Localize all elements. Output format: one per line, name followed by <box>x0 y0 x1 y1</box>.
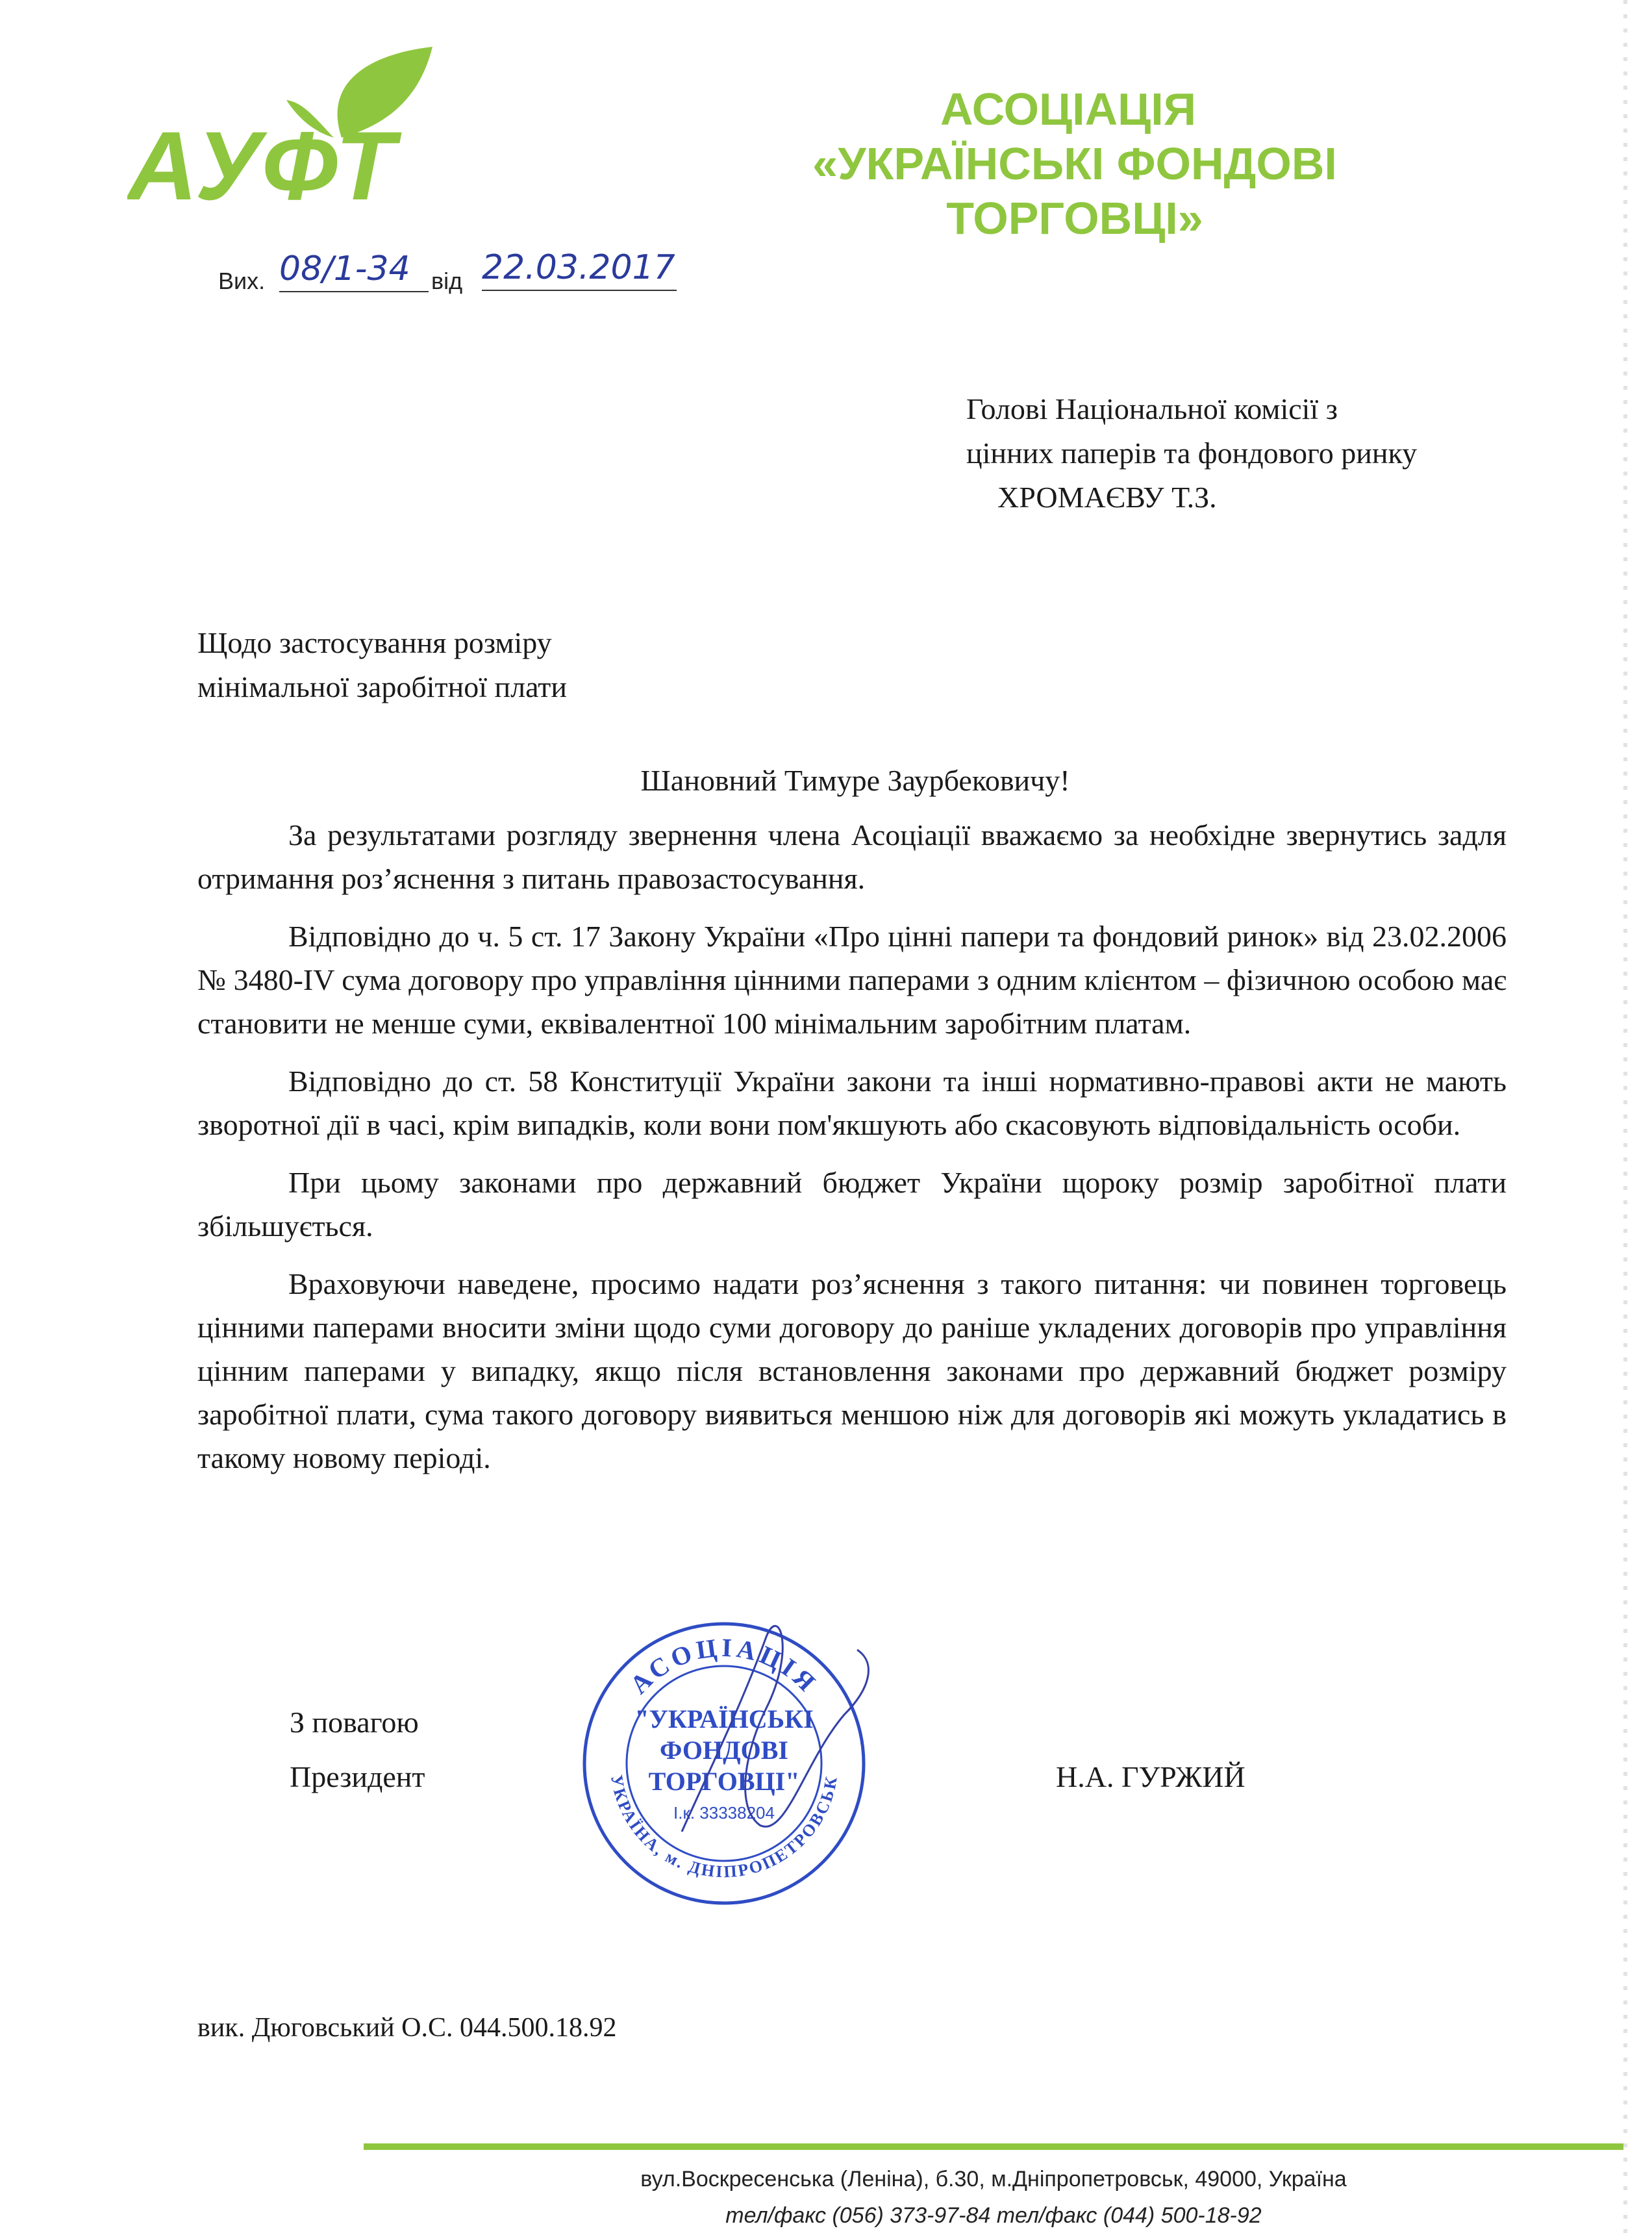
closing-title: Президент <box>290 1760 425 1793</box>
logo-text: АУФТ <box>127 111 399 209</box>
aufft-logo <box>127 40 543 209</box>
footer-phones: тел/факс (056) 373-97-84 тел/факс (044) 500-18-92 <box>725 2203 1262 2228</box>
subject-line: Щодо застосування розміру <box>197 626 552 659</box>
outgoing-date: 22.03.2017 <box>482 248 677 291</box>
outgoing-number: 08/1-34 <box>279 249 429 292</box>
paragraph: Враховуючи наведене, просимо надати роз’яснення з такого питання: чи повинен торговець цінними паперами вносити зміни щодо суми договору до раніше укладених договорів про управління цінним паперами у випадку, якщо після встановлення законами про державний бюджет розміру заробітної плати, сума такого договору виявиться меншою ніж для договорів які можуть укладатись в такому новому періоді. <box>197 1267 1507 1474</box>
association-stamp <box>571 1611 877 1916</box>
paragraph: При цьому законами про державний бюджет України щороку розмір заробітної плати збільшується. <box>197 1166 1507 1243</box>
outgoing-number-label: Вих. <box>218 268 266 294</box>
stamp-top-arc: АСОЦІАЦІЯ <box>624 1632 824 1700</box>
footer-address: вул.Воскресенська (Леніна), б.30, м.Дніпропетровськ, 49000, Україна <box>640 2167 1347 2191</box>
association-name-line1: АСОЦІАЦІЯ <box>940 84 1197 134</box>
stamp-center-line1: "УКРАЇНСЬКІ <box>634 1704 814 1734</box>
recipient-line: Голові Національної комісії з <box>966 392 1338 425</box>
stamp-bottom-arc: УКРАЇНА, м. ДНІПРОПЕТРОВСЬК <box>607 1773 842 1882</box>
association-name-line2: «УКРАЇНСЬКІ ФОНДОВІ ТОРГОВЦІ» <box>812 138 1337 244</box>
subject-block <box>197 621 717 709</box>
stamp-center-line3: ТОРГОВЦІ" <box>648 1767 800 1796</box>
stamp-center-line2: ФОНДОВІ <box>660 1736 788 1765</box>
scan-edge-artifact <box>1623 0 1627 2235</box>
paragraph: Відповідно до ст. 58 Конституції України закони та інші нормативно-правові акти не мають зворотної дії в часі, крім випадків, коли вони пом'якшують або скасовують відповідальність особи. <box>197 1065 1507 1141</box>
recipient-line: цінних паперів та фондового ринку <box>966 436 1418 470</box>
recipient-name: ХРОМАЄВУ Т.З. <box>997 481 1217 514</box>
recipient-block <box>966 387 1538 520</box>
salutation: Шановний Тимуре Заурбековичу! <box>640 764 1070 797</box>
closing-regards: З повагою <box>290 1706 419 1739</box>
subject-line: мінімальної заробітної плати <box>197 670 568 703</box>
outgoing-date-label: від <box>431 268 463 294</box>
letter-body <box>197 813 1507 1494</box>
signer-name: Н.А. ГУРЖИЙ <box>1056 1760 1245 1793</box>
paragraph: За результатами розгляду звернення члена Асоціації вважаємо за необхідне звернутись задля отримання роз’яснення з питань правозастосування. <box>197 818 1507 895</box>
paragraph: Відповідно до ч. 5 ст. 17 Закону України «Про цінні папери та фондовий ринок» від 23.02.2006 № 3480-IV сума договору про управління цінними паперами з одним клієнтом – фізичною особою має становити не менше суми, еквівалентної 100 мінімальним заробітним платам. <box>197 920 1507 1040</box>
footer-divider <box>364 2143 1623 2150</box>
stamp-code: І.к. 33338204 <box>673 1803 775 1823</box>
executor-contact: вик. Дюговський О.С. 044.500.18.92 <box>197 2013 617 2043</box>
